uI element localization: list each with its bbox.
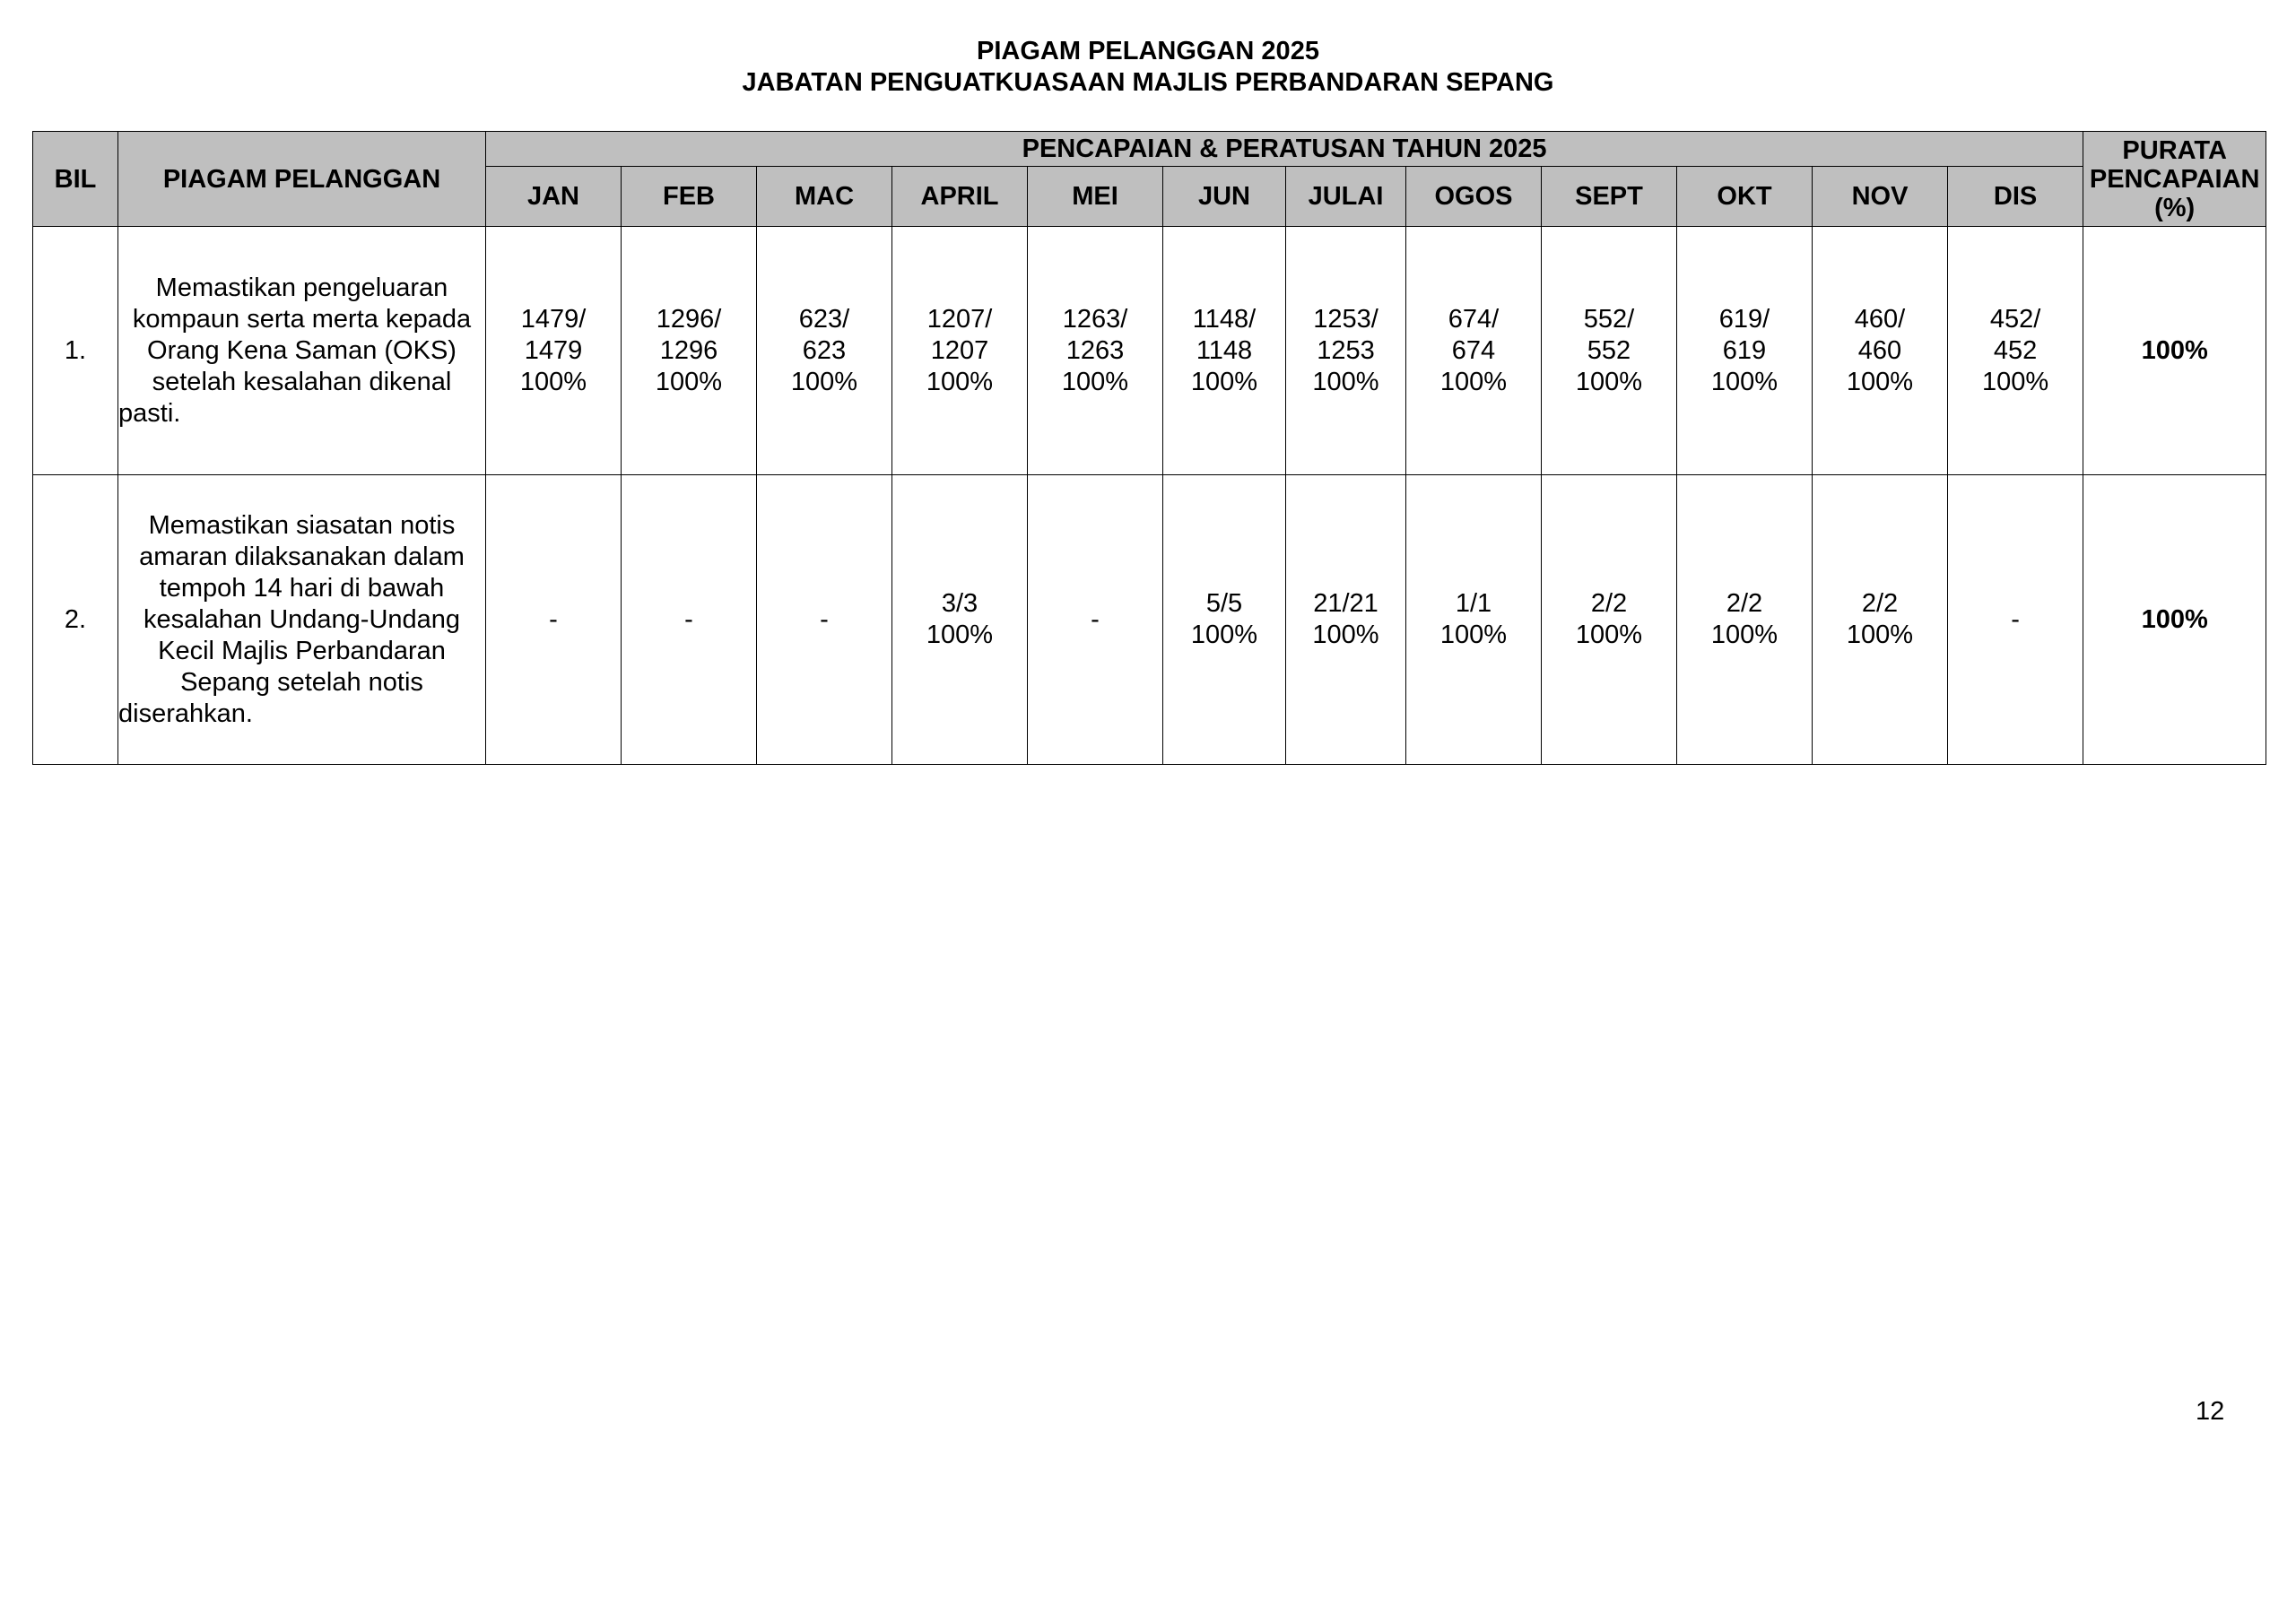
header-average: PURATA PENCAPAIAN (%) — [2083, 132, 2266, 227]
header-month: JAN — [486, 167, 622, 227]
month-cell: - — [1028, 475, 1163, 765]
month-cell: 21/21 100% — [1286, 475, 1406, 765]
month-cell: 460/ 460 100% — [1813, 227, 1948, 475]
month-cell: 1253/ 1253 100% — [1286, 227, 1406, 475]
month-cell: 619/ 619 100% — [1677, 227, 1813, 475]
charter-description: Memastikan siasatan notis amaran dilaksanakan dalam tempoh 14 hari di bawah kesalahan Undang-Undang Kecil Majlis Perbandaran Sepang setelah notis diserahkan. — [118, 475, 486, 765]
month-cell: - — [1948, 475, 2083, 765]
month-cell: 552/ 552 100% — [1542, 227, 1677, 475]
header-month: DIS — [1948, 167, 2083, 227]
header-month: MAC — [757, 167, 892, 227]
document-title — [0, 36, 2296, 99]
row-number: 1. — [33, 227, 118, 475]
month-cell: 1263/ 1263 100% — [1028, 227, 1163, 475]
header-achievement-group: PENCAPAIAN & PERATUSAN TAHUN 2025 — [486, 132, 2083, 167]
header-month: JULAI — [1286, 167, 1406, 227]
header-piagam: PIAGAM PELANGGAN — [118, 132, 486, 227]
customer-charter-table — [32, 131, 2266, 765]
header-month: OGOS — [1406, 167, 1542, 227]
average-cell: 100% — [2083, 475, 2266, 765]
table-row — [33, 227, 2266, 475]
month-cell: - — [622, 475, 757, 765]
month-cell: - — [757, 475, 892, 765]
month-cell: 452/ 452 100% — [1948, 227, 2083, 475]
header-month: SEPT — [1542, 167, 1677, 227]
header-month: NOV — [1813, 167, 1948, 227]
month-cell: 2/2 100% — [1813, 475, 1948, 765]
month-cell: 623/ 623 100% — [757, 227, 892, 475]
row-number: 2. — [33, 475, 118, 765]
month-cell: - — [486, 475, 622, 765]
header-month: FEB — [622, 167, 757, 227]
month-cell: 674/ 674 100% — [1406, 227, 1542, 475]
title-line-1: PIAGAM PELANGGAN 2025 — [977, 37, 1319, 65]
month-cell: 2/2 100% — [1677, 475, 1813, 765]
table-row — [33, 475, 2266, 765]
month-cell: 2/2 100% — [1542, 475, 1677, 765]
month-cell: 1/1 100% — [1406, 475, 1542, 765]
month-cell: 1207/ 1207 100% — [892, 227, 1028, 475]
month-cell: 1148/ 1148 100% — [1163, 227, 1286, 475]
title-line-2: JABATAN PENGUATKUASAAN MAJLIS PERBANDARAN SEPANG — [742, 68, 1554, 97]
page-number: 12 — [2196, 1397, 2225, 1426]
month-cell: 1479/ 1479 100% — [486, 227, 622, 475]
month-cell: 3/3 100% — [892, 475, 1028, 765]
month-cell: 5/5 100% — [1163, 475, 1286, 765]
header-month: OKT — [1677, 167, 1813, 227]
month-cell: 1296/ 1296 100% — [622, 227, 757, 475]
header-month: APRIL — [892, 167, 1028, 227]
charter-description: Memastikan pengeluaran kompaun serta merta kepada Orang Kena Saman (OKS) setelah kesalahan dikenal pasti. — [118, 227, 486, 475]
average-cell: 100% — [2083, 227, 2266, 475]
header-bil: BIL — [33, 132, 118, 227]
header-month: JUN — [1163, 167, 1286, 227]
header-month: MEI — [1028, 167, 1163, 227]
